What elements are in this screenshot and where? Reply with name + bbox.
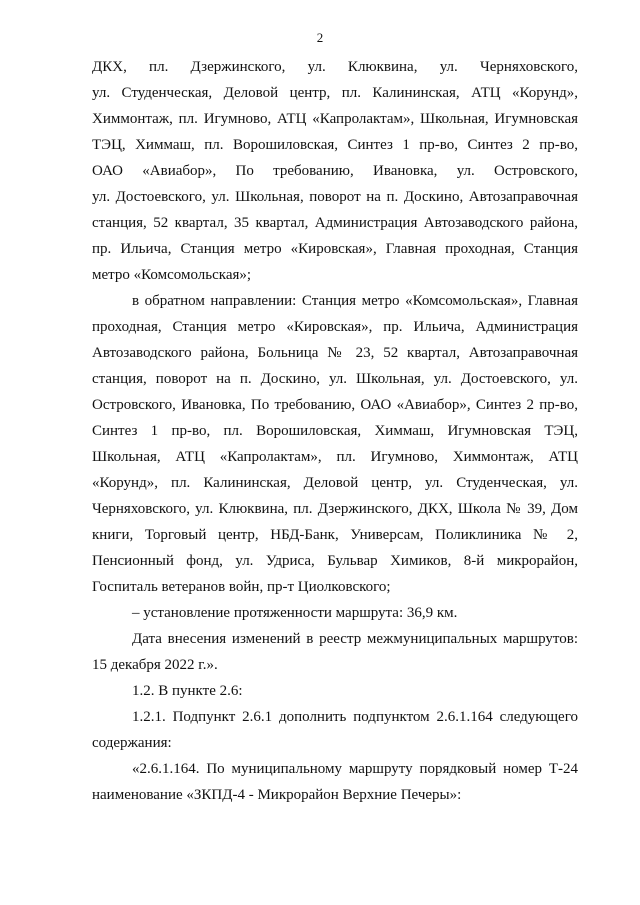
paragraph-route-forward-continued	[92, 54, 578, 288]
text-line: ОАО «Авиабор», По требованию, Ивановка, ул. Островского,	[92, 163, 578, 179]
paragraph-clause-2-6-1-164	[92, 756, 578, 808]
text-line: станция, поворот на п. Доскино, ул. Школьная, ул. Достоевского, ул.	[92, 371, 578, 387]
text-line: – установление протяженности маршрута: 36,9 км.	[132, 605, 458, 621]
text-line: ТЭЦ, Химмаш, пл. Ворошиловская, Синтез 1 пр-во, Синтез 2 пр-во,	[92, 137, 578, 153]
text-line: станция, 52 квартал, 35 квартал, Администрация Автозаводского района,	[92, 215, 578, 231]
paragraph-clause-1-2	[92, 678, 578, 704]
text-line: Островского, Ивановка, По требованию, ОАО «Авиабор», Синтез 2 пр-во,	[92, 397, 578, 413]
text-line: в обратном направлении: Станция метро «Комсомольская», Главная	[132, 293, 578, 309]
text-line: Синтез 1 пр-во, пл. Ворошиловская, Химмаш, Игумновская ТЭЦ,	[92, 423, 578, 439]
paragraph-registry-date	[92, 626, 578, 678]
text-line: Дата внесения изменений в реестр межмуниципальных маршрутов:	[132, 631, 578, 647]
paragraph-route-length	[92, 600, 578, 626]
document-body	[92, 54, 578, 808]
text-line: содержания:	[92, 735, 172, 751]
text-line: ул. Студенческая, Деловой центр, пл. Калининская, АТЦ «Корунд»,	[92, 85, 578, 101]
text-line: «Корунд», пл. Калининская, Деловой центр, ул. Студенческая, ул.	[92, 475, 578, 491]
text-line: Госпиталь ветеранов войн, пр-т Циолковского;	[92, 579, 391, 595]
paragraph-route-reverse	[92, 288, 578, 600]
text-line: Химмонтаж, пл. Игумново, АТЦ «Капролактам», Школьная, Игумновская	[92, 111, 578, 127]
text-line: проходная, Станция метро «Кировская», пр. Ильича, Администрация	[92, 319, 578, 335]
text-line: метро «Комсомольская»;	[92, 267, 252, 283]
text-line: ДКХ, пл. Дзержинского, ул. Клюквина, ул. Черняховского,	[92, 59, 578, 75]
text-line: ул. Достоевского, ул. Школьная, поворот на п. Доскино, Автозаправочная	[92, 189, 578, 205]
text-line: Школьная, АТЦ «Капролактам», пл. Игумново, Химмонтаж, АТЦ	[92, 449, 578, 465]
text-line: 1.2. В пункте 2.6:	[132, 683, 243, 699]
text-line: «2.6.1.164. По муниципальному маршруту порядковый номер Т-24	[132, 761, 578, 777]
text-line: наименование «ЗКПД-4 - Микрорайон Верхние Печеры»:	[92, 787, 462, 803]
text-line: Черняховского, ул. Клюквина, пл. Дзержинского, ДКХ, Школа № 39, Дом	[92, 501, 578, 517]
text-line: пр. Ильича, Станция метро «Кировская», Главная проходная, Станция	[92, 241, 578, 257]
text-line: 15 декабря 2022 г.».	[92, 657, 218, 673]
text-line: Пенсионный фонд, ул. Удриса, Бульвар Химиков, 8-й микрорайон,	[92, 553, 578, 569]
text-line: книги, Торговый центр, НБД-Банк, Универсам, Поликлиника № 2,	[92, 527, 578, 543]
page-number: 2	[316, 30, 324, 45]
text-line: 1.2.1. Подпункт 2.6.1 дополнить подпунктом 2.6.1.164 следующего	[132, 709, 578, 725]
paragraph-clause-1-2-1	[92, 704, 578, 756]
text-line: Автозаводского района, Больница № 23, 52 квартал, Автозаправочная	[92, 345, 578, 361]
